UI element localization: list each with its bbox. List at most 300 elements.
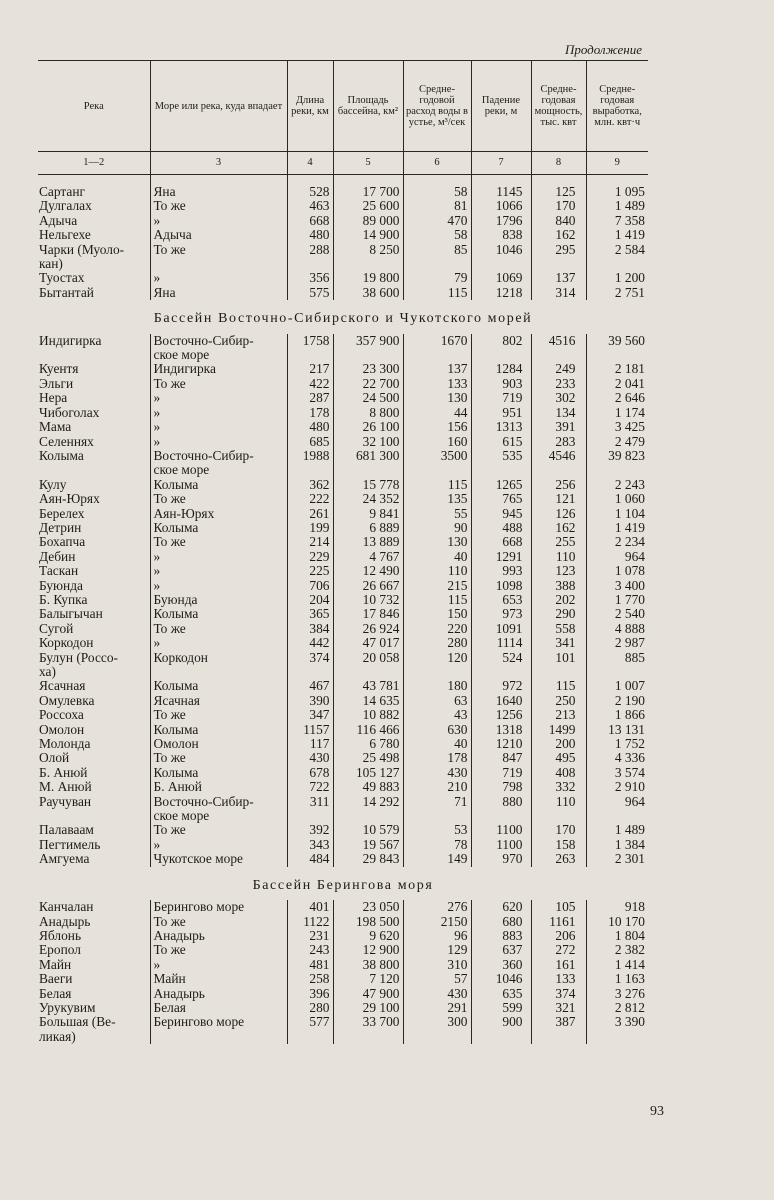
table-row bbox=[38, 852, 648, 866]
value-cell: 55 bbox=[403, 507, 471, 521]
value-cell: 43 781 bbox=[333, 679, 403, 693]
river-name: Пегтимель bbox=[39, 836, 101, 852]
river-name: Нера bbox=[39, 390, 68, 406]
value-cell: 130 bbox=[403, 391, 471, 405]
value-cell: 1 419 bbox=[586, 521, 648, 535]
value-cell: 341 bbox=[531, 636, 586, 650]
river-name: Буюнда bbox=[39, 577, 83, 593]
value-cell: 4 336 bbox=[586, 751, 648, 765]
value-cell: 1 804 bbox=[586, 929, 648, 943]
value-cell: 121 bbox=[531, 492, 586, 506]
value-cell: 1114 bbox=[471, 636, 531, 650]
value-cell bbox=[471, 665, 531, 679]
value-cell: 170 bbox=[531, 199, 586, 213]
value-cell bbox=[403, 809, 471, 823]
column-number: 8 bbox=[531, 152, 586, 175]
value-cell: 615 bbox=[471, 435, 531, 449]
table-row-continuation bbox=[38, 348, 648, 362]
table-row bbox=[38, 900, 648, 914]
river-name: Раучуван bbox=[39, 793, 92, 809]
value-cell: 160 bbox=[403, 435, 471, 449]
river-name: Кулу bbox=[39, 476, 67, 492]
value-cell: 722 bbox=[287, 780, 333, 794]
table-body bbox=[38, 175, 648, 1045]
table-row bbox=[38, 271, 648, 285]
header-cell: Река bbox=[38, 61, 150, 152]
value-cell: 1284 bbox=[471, 362, 531, 376]
mouth-name: Белая bbox=[150, 1001, 287, 1015]
river-name: Селеннях bbox=[39, 433, 94, 449]
value-cell: 105 bbox=[531, 900, 586, 914]
value-cell: 2 181 bbox=[586, 362, 648, 376]
value-cell: 110 bbox=[403, 564, 471, 578]
river-name: М. Анюй bbox=[39, 779, 92, 795]
value-cell: 1 200 bbox=[586, 271, 648, 285]
value-cell: 217 bbox=[287, 362, 333, 376]
mouth-name: Омолон bbox=[150, 737, 287, 751]
value-cell: 575 bbox=[287, 286, 333, 300]
value-cell: 120 bbox=[403, 651, 471, 665]
value-cell: 250 bbox=[531, 694, 586, 708]
value-cell: 10 732 bbox=[333, 593, 403, 607]
value-cell: 206 bbox=[531, 929, 586, 943]
value-cell: 1 419 bbox=[586, 228, 648, 242]
value-cell: 630 bbox=[403, 723, 471, 737]
river-name: Булун (Россо- bbox=[39, 649, 118, 665]
column-number: 6 bbox=[403, 152, 471, 175]
river-name: Омулевка bbox=[39, 692, 95, 708]
value-cell: 765 bbox=[471, 492, 531, 506]
column-number: 5 bbox=[333, 152, 403, 175]
value-cell bbox=[287, 809, 333, 823]
river-name: Аян-Юрях bbox=[39, 491, 100, 507]
value-cell: 8 800 bbox=[333, 406, 403, 420]
value-cell: 802 bbox=[471, 334, 531, 348]
value-cell bbox=[287, 463, 333, 477]
mouth-name: Яна bbox=[150, 185, 287, 199]
river-name: Балыгычан bbox=[39, 606, 103, 622]
value-cell: 1145 bbox=[471, 185, 531, 199]
value-cell: 4 888 bbox=[586, 622, 648, 636]
value-cell bbox=[287, 1030, 333, 1044]
value-cell: 362 bbox=[287, 478, 333, 492]
value-cell: 33 700 bbox=[333, 1015, 403, 1029]
table-row bbox=[38, 521, 648, 535]
value-cell: 384 bbox=[287, 622, 333, 636]
header-cell: Море или река, куда впадает bbox=[150, 61, 287, 152]
value-cell: 847 bbox=[471, 751, 531, 765]
value-cell: 1122 bbox=[287, 915, 333, 929]
value-cell bbox=[333, 463, 403, 477]
value-cell: 391 bbox=[531, 420, 586, 434]
value-cell bbox=[586, 257, 648, 271]
value-cell: 63 bbox=[403, 694, 471, 708]
value-cell: 71 bbox=[403, 795, 471, 809]
value-cell: 204 bbox=[287, 593, 333, 607]
value-cell: 838 bbox=[471, 228, 531, 242]
mouth-name: Индигирка bbox=[150, 362, 287, 376]
table-row bbox=[38, 708, 648, 722]
mouth-name: То же bbox=[150, 199, 287, 213]
value-cell: 14 635 bbox=[333, 694, 403, 708]
table-row-continuation bbox=[38, 1030, 648, 1044]
value-cell: 430 bbox=[403, 987, 471, 1001]
value-cell: 314 bbox=[531, 286, 586, 300]
value-cell: 3 400 bbox=[586, 579, 648, 593]
table-row bbox=[38, 694, 648, 708]
mouth-name: Колыма bbox=[150, 679, 287, 693]
value-cell: 291 bbox=[403, 1001, 471, 1015]
table-row bbox=[38, 737, 648, 751]
value-cell: 1670 bbox=[403, 334, 471, 348]
mouth-name: То же bbox=[150, 708, 287, 722]
value-cell: 43 bbox=[403, 708, 471, 722]
mouth-name bbox=[150, 1030, 287, 1044]
value-cell: 105 127 bbox=[333, 766, 403, 780]
table-row bbox=[38, 780, 648, 794]
value-cell: 357 900 bbox=[333, 334, 403, 348]
mouth-name: » bbox=[150, 958, 287, 972]
mouth-name: Восточно-Сибир- bbox=[150, 334, 287, 348]
header-row bbox=[38, 61, 648, 152]
river-name: Олой bbox=[39, 750, 70, 766]
value-cell: 356 bbox=[287, 271, 333, 285]
table-row bbox=[38, 535, 648, 549]
value-cell: 231 bbox=[287, 929, 333, 943]
value-cell: 116 466 bbox=[333, 723, 403, 737]
section-heading-row bbox=[38, 300, 648, 333]
value-cell: 162 bbox=[531, 228, 586, 242]
mouth-name: » bbox=[150, 214, 287, 228]
mouth-name: Берингово море bbox=[150, 1015, 287, 1029]
value-cell: 1 174 bbox=[586, 406, 648, 420]
value-cell: 719 bbox=[471, 391, 531, 405]
table-row bbox=[38, 972, 648, 986]
value-cell: 467 bbox=[287, 679, 333, 693]
table-row-continuation bbox=[38, 665, 648, 679]
value-cell: 8 250 bbox=[333, 243, 403, 257]
mouth-name: Адыча bbox=[150, 228, 287, 242]
value-cell bbox=[471, 1030, 531, 1044]
value-cell: 39 560 bbox=[586, 334, 648, 348]
table-row bbox=[38, 286, 648, 300]
column-number: 7 bbox=[471, 152, 531, 175]
mouth-name: Восточно-Сибир- bbox=[150, 449, 287, 463]
value-cell: 2 301 bbox=[586, 852, 648, 866]
value-cell: 883 bbox=[471, 929, 531, 943]
mouth-name: Колыма bbox=[150, 607, 287, 621]
mouth-name: » bbox=[150, 579, 287, 593]
value-cell: 2 646 bbox=[586, 391, 648, 405]
river-name: Дебин bbox=[39, 548, 76, 564]
value-cell: 126 bbox=[531, 507, 586, 521]
value-cell: 256 bbox=[531, 478, 586, 492]
table-row bbox=[38, 377, 648, 391]
value-cell: 422 bbox=[287, 377, 333, 391]
value-cell: 1 752 bbox=[586, 737, 648, 751]
value-cell: 678 bbox=[287, 766, 333, 780]
value-cell: 300 bbox=[403, 1015, 471, 1029]
value-cell: 3500 bbox=[403, 449, 471, 463]
mouth-name: Колыма bbox=[150, 478, 287, 492]
value-cell: 599 bbox=[471, 1001, 531, 1015]
column-number: 9 bbox=[586, 152, 648, 175]
river-name: Индигирка bbox=[39, 332, 102, 348]
value-cell bbox=[586, 463, 648, 477]
value-cell bbox=[471, 348, 531, 362]
value-cell: 1046 bbox=[471, 243, 531, 257]
mouth-name: Ясачная bbox=[150, 694, 287, 708]
value-cell: 25 498 bbox=[333, 751, 403, 765]
value-cell: 89 000 bbox=[333, 214, 403, 228]
mouth-name: Коркодон bbox=[150, 651, 287, 665]
value-cell: 2150 bbox=[403, 915, 471, 929]
river-name: Нельгехе bbox=[39, 227, 91, 243]
section-heading: Бассейн Берингова моря bbox=[252, 877, 434, 893]
value-cell: 1161 bbox=[531, 915, 586, 929]
river-name: Мама bbox=[39, 419, 72, 435]
river-name: Дулгалах bbox=[39, 198, 92, 214]
value-cell: 198 500 bbox=[333, 915, 403, 929]
value-cell: 1 489 bbox=[586, 199, 648, 213]
river-name: Колыма bbox=[39, 447, 84, 463]
river-name: Канчалан bbox=[39, 899, 94, 915]
value-cell: 290 bbox=[531, 607, 586, 621]
page-number: 93 bbox=[650, 1104, 664, 1119]
mouth-name: Чукотское море bbox=[150, 852, 287, 866]
table-row bbox=[38, 636, 648, 650]
value-cell: 1 078 bbox=[586, 564, 648, 578]
value-cell: 255 bbox=[531, 535, 586, 549]
value-cell: 343 bbox=[287, 838, 333, 852]
value-cell bbox=[531, 665, 586, 679]
column-number: 1—2 bbox=[38, 152, 150, 175]
value-cell: 7 358 bbox=[586, 214, 648, 228]
river-name: Еропол bbox=[39, 942, 81, 958]
value-cell: 210 bbox=[403, 780, 471, 794]
table-row bbox=[38, 362, 648, 376]
river-name: Белая bbox=[39, 985, 72, 1001]
value-cell: 2 812 bbox=[586, 1001, 648, 1015]
river-name: Бохапча bbox=[39, 534, 86, 550]
value-cell: 280 bbox=[403, 636, 471, 650]
value-cell: 2 751 bbox=[586, 286, 648, 300]
value-cell bbox=[403, 463, 471, 477]
value-cell: 1098 bbox=[471, 579, 531, 593]
value-cell: 442 bbox=[287, 636, 333, 650]
value-cell bbox=[471, 463, 531, 477]
column-number-row bbox=[38, 152, 648, 175]
value-cell: 40 bbox=[403, 737, 471, 751]
mouth-name: То же bbox=[150, 492, 287, 506]
mouth-name: » bbox=[150, 391, 287, 405]
value-cell: 3 574 bbox=[586, 766, 648, 780]
value-cell: 283 bbox=[531, 435, 586, 449]
value-cell: 1265 bbox=[471, 478, 531, 492]
river-name: Омолон bbox=[39, 721, 85, 737]
mouth-name: » bbox=[150, 420, 287, 434]
value-cell: 79 bbox=[403, 271, 471, 285]
mouth-name: » bbox=[150, 406, 287, 420]
table-row-continuation bbox=[38, 257, 648, 271]
value-cell: 310 bbox=[403, 958, 471, 972]
river-name: Молонда bbox=[39, 736, 91, 752]
value-cell bbox=[531, 348, 586, 362]
value-cell: 2 234 bbox=[586, 535, 648, 549]
mouth-name: ское море bbox=[150, 348, 287, 362]
value-cell: 3 390 bbox=[586, 1015, 648, 1029]
value-cell: 302 bbox=[531, 391, 586, 405]
table-row bbox=[38, 593, 648, 607]
mouth-name: » bbox=[150, 435, 287, 449]
value-cell: 149 bbox=[403, 852, 471, 866]
river-name: ха) bbox=[39, 664, 56, 679]
table-row bbox=[38, 622, 648, 636]
table-row bbox=[38, 435, 648, 449]
value-cell: 57 bbox=[403, 972, 471, 986]
mouth-name: ское море bbox=[150, 809, 287, 823]
mouth-name: То же bbox=[150, 243, 287, 257]
value-cell: 158 bbox=[531, 838, 586, 852]
value-cell: 220 bbox=[403, 622, 471, 636]
mouth-name: » bbox=[150, 636, 287, 650]
value-cell: 1313 bbox=[471, 420, 531, 434]
value-cell: 2 190 bbox=[586, 694, 648, 708]
value-cell: 115 bbox=[403, 593, 471, 607]
value-cell: 880 bbox=[471, 795, 531, 809]
mouth-name: Буюнда bbox=[150, 593, 287, 607]
value-cell: 2 479 bbox=[586, 435, 648, 449]
value-cell: 719 bbox=[471, 766, 531, 780]
river-name bbox=[38, 463, 150, 477]
value-cell: 470 bbox=[403, 214, 471, 228]
table-row bbox=[38, 795, 648, 809]
value-cell: 115 bbox=[531, 679, 586, 693]
river-name: кан) bbox=[39, 256, 63, 272]
mouth-name: Анадырь bbox=[150, 987, 287, 1001]
value-cell: 1 104 bbox=[586, 507, 648, 521]
mouth-name: То же bbox=[150, 943, 287, 957]
value-cell: 14 900 bbox=[333, 228, 403, 242]
value-cell bbox=[586, 665, 648, 679]
value-cell bbox=[586, 348, 648, 362]
value-cell: 706 bbox=[287, 579, 333, 593]
value-cell: 125 bbox=[531, 185, 586, 199]
value-cell: 258 bbox=[287, 972, 333, 986]
value-cell: 23 050 bbox=[333, 900, 403, 914]
table-row bbox=[38, 579, 648, 593]
value-cell: 101 bbox=[531, 651, 586, 665]
river-name: Чибоголах bbox=[39, 404, 100, 420]
river-name: Б. Анюй bbox=[39, 764, 88, 780]
value-cell: 287 bbox=[287, 391, 333, 405]
mouth-name: Восточно-Сибир- bbox=[150, 795, 287, 809]
value-cell: 524 bbox=[471, 651, 531, 665]
value-cell bbox=[586, 1030, 648, 1044]
value-cell bbox=[403, 257, 471, 271]
river-name: Урукувим bbox=[39, 999, 96, 1015]
river-name: Яблонь bbox=[39, 927, 82, 943]
table-row bbox=[38, 406, 648, 420]
value-cell: 685 bbox=[287, 435, 333, 449]
value-cell bbox=[333, 1030, 403, 1044]
value-cell: 1291 bbox=[471, 550, 531, 564]
value-cell: 10 882 bbox=[333, 708, 403, 722]
value-cell: 1256 bbox=[471, 708, 531, 722]
header-cell: Среднегодовой расход воды в устье, м³/сек bbox=[403, 61, 471, 152]
table-row bbox=[38, 607, 648, 621]
river-name: Майн bbox=[39, 956, 72, 972]
value-cell: 495 bbox=[531, 751, 586, 765]
river-name: Анадырь bbox=[39, 913, 91, 929]
section-heading: Бассейн Восточно-Сибирского и Чукотского морей bbox=[153, 311, 533, 327]
value-cell: 115 bbox=[403, 478, 471, 492]
value-cell: 1 866 bbox=[586, 708, 648, 722]
mouth-name: Б. Анюй bbox=[150, 780, 287, 794]
value-cell: 90 bbox=[403, 521, 471, 535]
value-cell: 396 bbox=[287, 987, 333, 1001]
value-cell: 213 bbox=[531, 708, 586, 722]
mouth-name: » bbox=[150, 271, 287, 285]
header-cell: Среднегодовая выработка, млн. квт·ч bbox=[586, 61, 648, 152]
river-name: Амгуема bbox=[39, 851, 90, 867]
value-cell bbox=[586, 809, 648, 823]
value-cell: 463 bbox=[287, 199, 333, 213]
value-cell: 178 bbox=[403, 751, 471, 765]
value-cell: 29 100 bbox=[333, 1001, 403, 1015]
mouth-name: Яна bbox=[150, 286, 287, 300]
table-row bbox=[38, 507, 648, 521]
river-name: Адыча bbox=[39, 212, 78, 228]
value-cell: 40 bbox=[403, 550, 471, 564]
mouth-name: » bbox=[150, 550, 287, 564]
mouth-name bbox=[150, 257, 287, 271]
value-cell: 1758 bbox=[287, 334, 333, 348]
value-cell: 387 bbox=[531, 1015, 586, 1029]
value-cell: 1796 bbox=[471, 214, 531, 228]
value-cell: 360 bbox=[471, 958, 531, 972]
value-cell bbox=[333, 348, 403, 362]
value-cell: 263 bbox=[531, 852, 586, 866]
table-row bbox=[38, 420, 648, 434]
value-cell: 973 bbox=[471, 607, 531, 621]
value-cell: 38 800 bbox=[333, 958, 403, 972]
value-cell: 430 bbox=[403, 766, 471, 780]
value-cell: 24 500 bbox=[333, 391, 403, 405]
value-cell: 2 910 bbox=[586, 780, 648, 794]
value-cell: 1640 bbox=[471, 694, 531, 708]
river-name: Бытантай bbox=[39, 284, 94, 300]
mouth-name: Майн bbox=[150, 972, 287, 986]
value-cell bbox=[531, 257, 586, 271]
river-name: Сугой bbox=[39, 620, 74, 636]
table-row bbox=[38, 228, 648, 242]
header-cell: Площадь бассейна, км² bbox=[333, 61, 403, 152]
value-cell: 653 bbox=[471, 593, 531, 607]
value-cell: 488 bbox=[471, 521, 531, 535]
value-cell: 117 bbox=[287, 737, 333, 751]
value-cell: 156 bbox=[403, 420, 471, 434]
mouth-name: То же bbox=[150, 535, 287, 549]
value-cell: 964 bbox=[586, 795, 648, 809]
table-row bbox=[38, 1015, 648, 1029]
value-cell: 1 489 bbox=[586, 823, 648, 837]
mouth-name bbox=[150, 665, 287, 679]
column-number: 4 bbox=[287, 152, 333, 175]
value-cell: 2 540 bbox=[586, 607, 648, 621]
value-cell: 123 bbox=[531, 564, 586, 578]
value-cell: 1988 bbox=[287, 449, 333, 463]
